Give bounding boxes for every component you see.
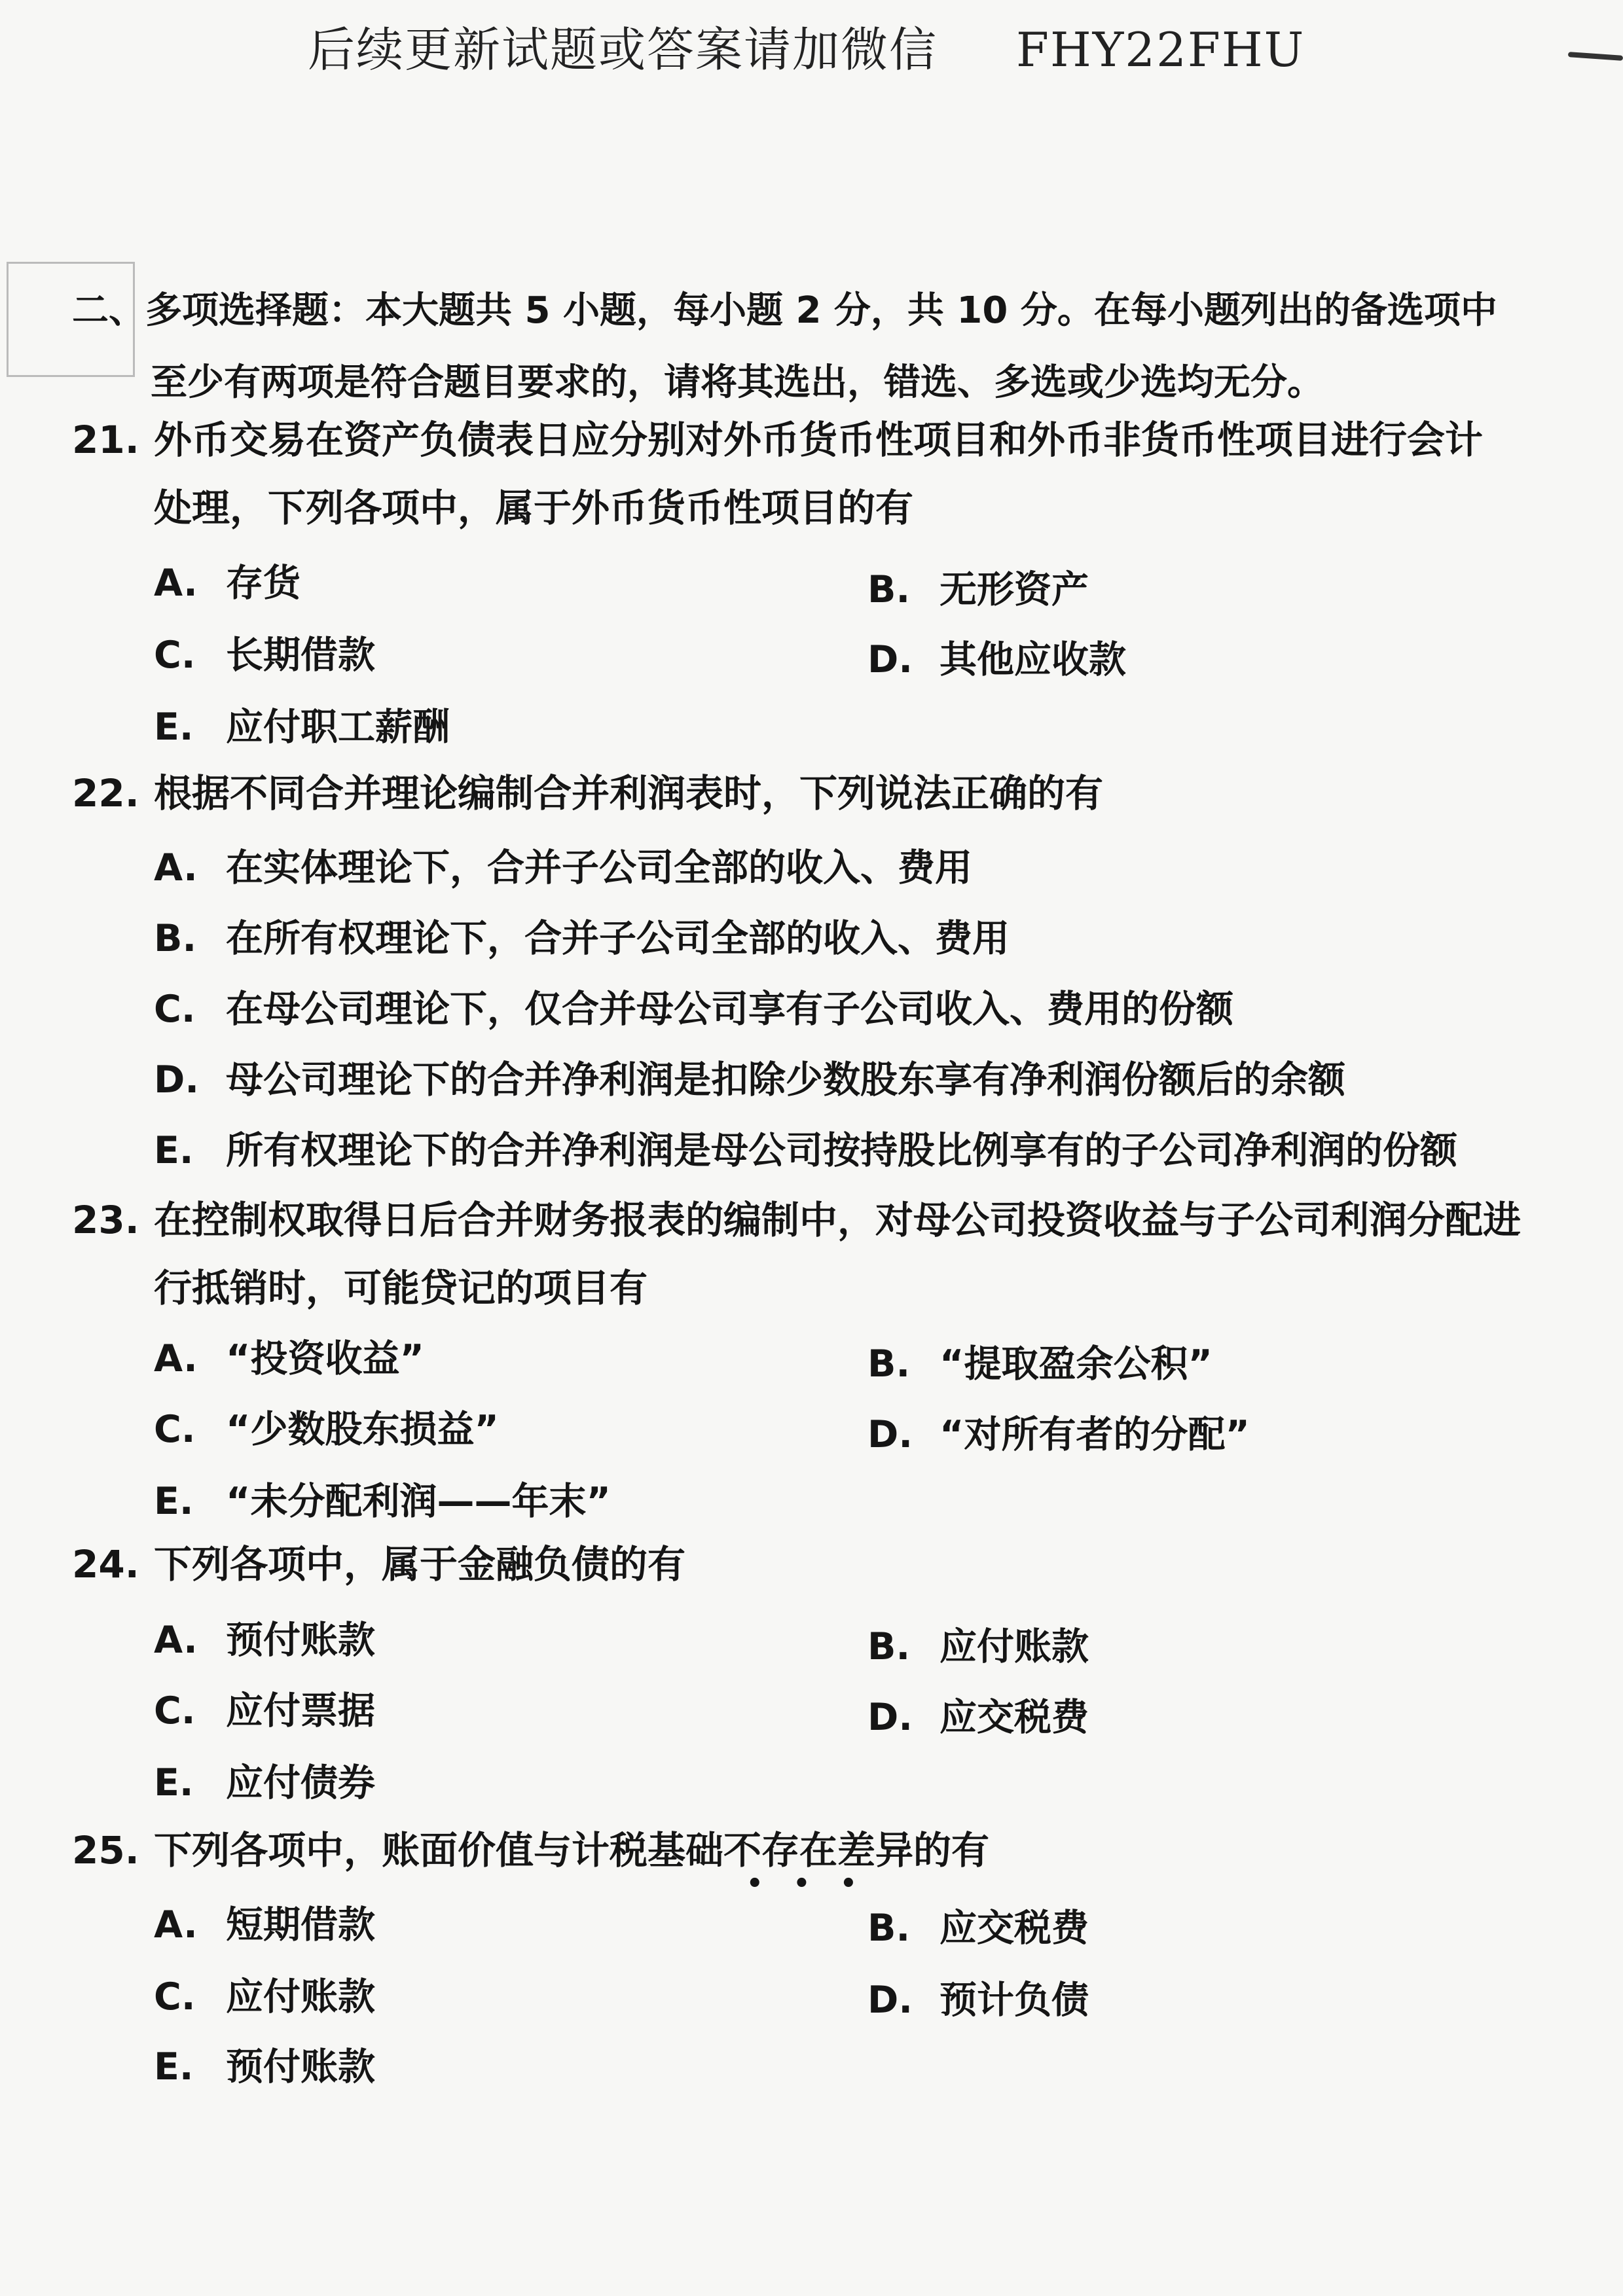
option-22-d [154, 1050, 1345, 1103]
option-text: 其他应收款 [939, 638, 1126, 681]
option-letter: B. [154, 917, 197, 960]
option-letter: A. [154, 1619, 198, 1662]
option-21-c [154, 625, 375, 679]
option-text: “对所有者的分配” [939, 1413, 1250, 1456]
option-text: 预计负债 [939, 1979, 1089, 2022]
option-24-a [154, 1610, 375, 1664]
option-letter: E. [154, 2045, 194, 2089]
option-21-a [154, 553, 301, 607]
question-number: 23. [72, 1198, 139, 1242]
option-text: 预付账款 [226, 1619, 375, 1662]
option-text: 短期借款 [226, 1903, 375, 1946]
question-stem: 下列各项中，账面价值与计税基础不存在差异的有 [154, 1828, 990, 1873]
option-25-a [154, 1895, 375, 1948]
question-stem: 根据不同合并理论编制合并利润表时，下列说法正确的有 [154, 771, 1104, 816]
question-23 [72, 1186, 1521, 1322]
option-letter: A. [154, 1903, 198, 1946]
option-letter: A. [154, 1337, 198, 1380]
option-letter: E. [154, 1480, 194, 1523]
option-text: 应付票据 [226, 1689, 375, 1732]
option-22-b [154, 908, 1010, 962]
option-text: 长期借款 [226, 634, 375, 677]
option-text: 预付账款 [226, 2045, 375, 2089]
option-letter: A. [154, 846, 198, 889]
option-text: “未分配利润——年末” [226, 1480, 611, 1523]
option-text: 在实体理论下，合并子公司全部的收入、费用 [226, 846, 972, 889]
option-22-c [154, 979, 1233, 1033]
question-stem-cont: 行抵销时，可能贷记的项目有 [154, 1266, 648, 1310]
option-letter: E. [154, 1129, 194, 1172]
option-letter: E. [154, 706, 194, 749]
option-letter: B. [867, 1625, 911, 1668]
question-number: 22. [72, 771, 139, 816]
option-text: 应付债券 [226, 1761, 375, 1804]
section-title-line2: 至少有两项是符合题目要求的，请将其选出，错选、多选或少选均无分。 [151, 361, 1324, 404]
option-24-d [867, 1687, 1089, 1741]
option-text: 应交税费 [939, 1907, 1089, 1950]
header-notice-text: 后续更新试题或答案请加微信 [308, 22, 938, 77]
question-number: 21. [72, 418, 139, 462]
option-letter: D. [867, 1696, 913, 1739]
option-text: 应交税费 [939, 1696, 1089, 1739]
question-number: 25. [72, 1828, 139, 1873]
option-letter: B. [867, 1907, 911, 1950]
option-letter: D. [154, 1058, 199, 1102]
option-23-d [867, 1405, 1250, 1458]
question-stem: 外币交易在资产负债表日应分别对外币货币性项目和外币非货币性项目进行会计 [154, 418, 1484, 462]
option-text: 应付账款 [939, 1625, 1089, 1668]
question-stem-cont: 处理，下列各项中，属于外币货币性项目的有 [154, 486, 914, 530]
option-text: 在所有权理论下，合并子公司全部的收入、费用 [226, 917, 1010, 960]
option-25-d [867, 1970, 1089, 2024]
option-text: “提取盈余公积” [939, 1342, 1213, 1386]
question-number: 24. [72, 1542, 139, 1587]
option-letter: B. [867, 1342, 911, 1386]
option-23-c [154, 1399, 499, 1453]
question-stem: 在控制权取得日后合并财务报表的编制中，对母公司投资收益与子公司利润分配进 [154, 1198, 1522, 1242]
option-text: 母公司理论下的合并净利润是扣除少数股东享有净利润份额后的余额 [226, 1058, 1345, 1102]
option-letter: D. [867, 1413, 913, 1456]
option-25-c [154, 1967, 375, 2020]
option-letter: E. [154, 1761, 194, 1804]
option-text: 存货 [226, 562, 301, 605]
option-text: 应付账款 [226, 1975, 375, 2018]
option-21-e [154, 697, 450, 751]
header-notice [308, 12, 1305, 80]
option-letter: C. [154, 634, 196, 677]
option-23-a [154, 1329, 424, 1382]
section-heading [72, 275, 1597, 419]
option-24-c [154, 1681, 375, 1734]
section-title-line1: 二、多项选择题：本大题共 5 小题，每小题 2 分，共 10 分。在每小题列出的备选项中 [72, 289, 1497, 332]
question-21 [72, 406, 1483, 542]
corner-mark [1568, 52, 1623, 61]
option-text: “少数股东损益” [226, 1408, 499, 1451]
option-letter: C. [154, 1975, 196, 2018]
question-stem: 下列各项中，属于金融负债的有 [154, 1542, 686, 1587]
option-text: 所有权理论下的合并净利润是母公司按持股比例享有的子公司净利润的份额 [226, 1129, 1457, 1172]
option-text: 在母公司理论下，仅合并母公司享有子公司收入、费用的份额 [226, 988, 1233, 1031]
wechat-id: FHY22FHU [1016, 22, 1305, 77]
option-text: 应付职工薪酬 [226, 706, 450, 749]
option-letter: C. [154, 988, 196, 1031]
option-letter: D. [867, 638, 913, 681]
option-24-b [867, 1617, 1089, 1670]
option-letter: B. [867, 568, 911, 611]
option-letter: D. [867, 1979, 913, 2022]
option-22-e [154, 1121, 1457, 1174]
option-21-b [867, 560, 1089, 613]
option-23-e [154, 1471, 611, 1525]
option-letter: C. [154, 1689, 196, 1732]
question-22 [72, 759, 1103, 827]
option-letter: A. [154, 562, 198, 605]
option-22-a [154, 838, 972, 891]
option-25-b [867, 1898, 1089, 1952]
question-24 [72, 1530, 685, 1598]
emphasis-dots: ••• [746, 1869, 887, 1899]
option-letter: C. [154, 1408, 196, 1451]
option-24-e [154, 1753, 375, 1806]
option-text: 无形资产 [939, 568, 1089, 611]
option-21-d [867, 630, 1126, 683]
option-25-e [154, 2037, 375, 2090]
option-text: “投资收益” [226, 1337, 424, 1380]
option-23-b [867, 1334, 1213, 1388]
